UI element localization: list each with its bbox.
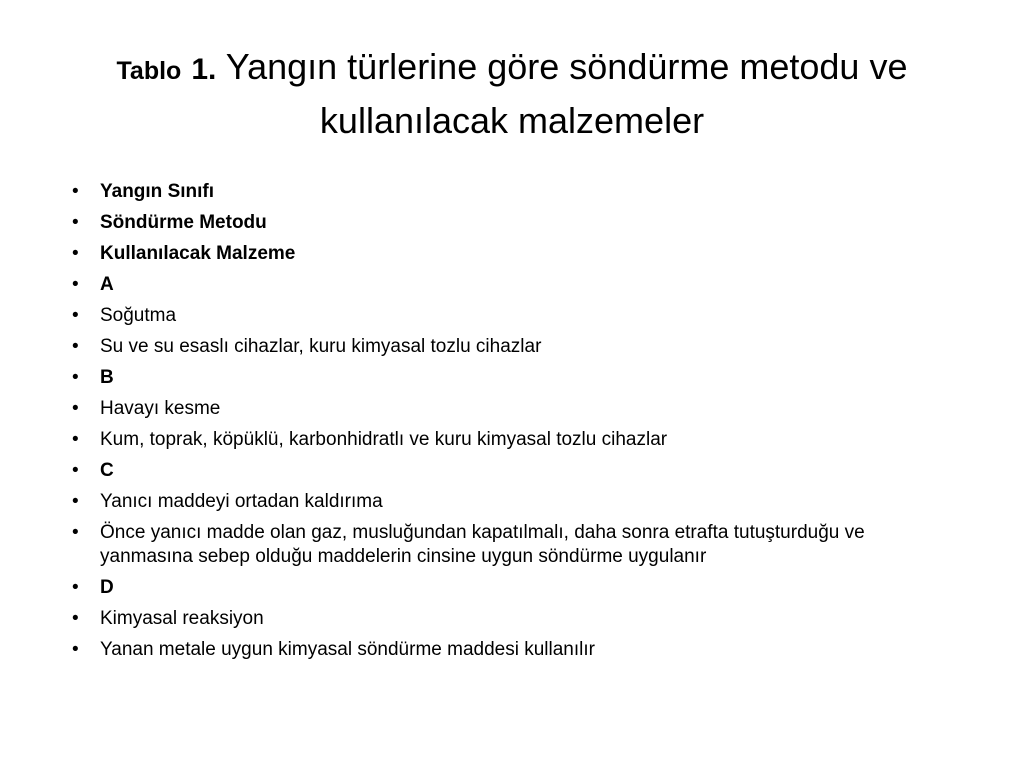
bullet-icon: • <box>72 181 79 202</box>
bullet-icon: • <box>72 429 79 450</box>
list-item <box>72 521 952 569</box>
list-item <box>72 335 952 359</box>
list-item-text: Kullanılacak Malzeme <box>100 243 296 264</box>
title-prefix-word: Tablo <box>116 57 182 85</box>
list-item-text: Yanan metale uygun kimyasal söndürme maddesi kullanılır <box>100 639 595 660</box>
bullet-icon: • <box>72 639 79 660</box>
bullet-list-container <box>72 180 952 669</box>
bullet-icon: • <box>72 305 79 326</box>
bullet-icon: • <box>72 577 79 598</box>
list-item-text: Soğutma <box>100 305 177 326</box>
list-item <box>72 397 952 421</box>
bullet-icon: • <box>72 243 79 264</box>
list-item <box>72 366 952 390</box>
bullet-icon: • <box>72 608 79 629</box>
list-item <box>72 211 952 235</box>
list-item-text: Kum, toprak, köpüklü, karbonhidratlı ve kuru kimyasal tozlu cihazlar <box>100 429 668 450</box>
list-item-text: Kimyasal reaksiyon <box>100 608 264 629</box>
list-item-text: D <box>100 577 114 598</box>
list-item <box>72 273 952 297</box>
bullet-icon: • <box>72 522 79 543</box>
list-item <box>72 304 952 328</box>
list-item <box>72 490 952 514</box>
list-item-text: B <box>100 367 114 388</box>
bullet-icon: • <box>72 367 79 388</box>
title-text: Yangın türlerine göre söndürme metodu ve kullanılacak malzemeler <box>225 46 908 141</box>
list-item <box>72 459 952 483</box>
list-item <box>72 428 952 452</box>
slide-title <box>40 42 984 146</box>
list-item-text: C <box>100 460 114 481</box>
bullet-icon: • <box>72 336 79 357</box>
list-item-text: Havayı kesme <box>100 398 221 419</box>
bullet-icon: • <box>72 491 79 512</box>
list-item-text: Söndürme Metodu <box>100 212 267 233</box>
bullet-icon: • <box>72 398 79 419</box>
list-item-text: Yanıcı maddeyi ortadan kaldırıma <box>100 491 383 512</box>
bullet-icon: • <box>72 274 79 295</box>
title-prefix-number: 1. <box>191 53 217 86</box>
list-item-text: A <box>100 274 114 295</box>
list-item <box>72 576 952 600</box>
list-item-text: Yangın Sınıfı <box>100 181 215 202</box>
bullet-icon: • <box>72 460 79 481</box>
list-item-text: Önce yanıcı madde olan gaz, musluğundan kapatılmalı, daha sonra etrafta tutuşturduğu ve yanmasına sebep olduğu maddelerin cinsine uygun söndürme uygulanır <box>100 522 865 567</box>
list-item <box>72 607 952 631</box>
bullet-icon: • <box>72 212 79 233</box>
list-item <box>72 242 952 266</box>
list-item <box>72 638 952 662</box>
bullet-list <box>72 180 952 662</box>
list-item <box>72 180 952 204</box>
list-item-text: Su ve su esaslı cihazlar, kuru kimyasal tozlu cihazlar <box>100 336 542 357</box>
